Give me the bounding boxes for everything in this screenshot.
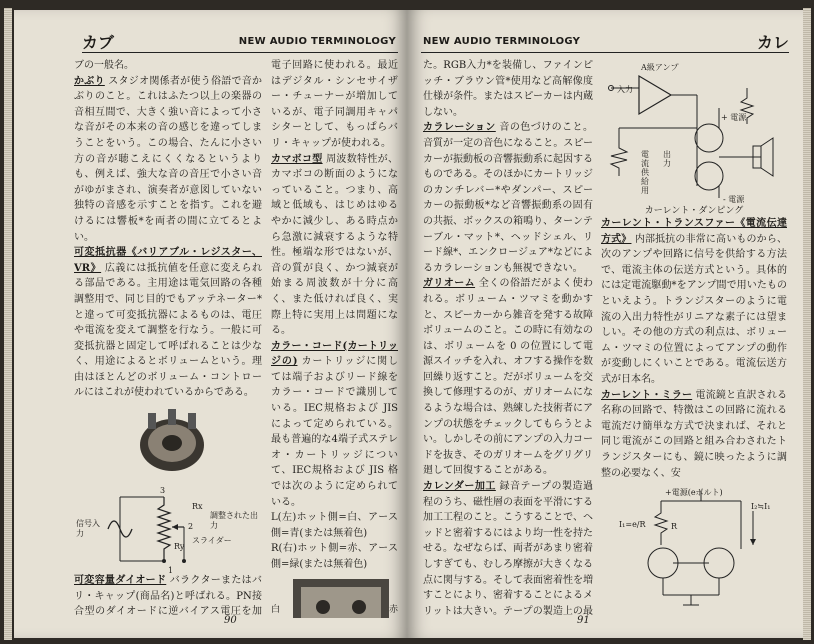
- def-gariohm: 全くの俗語だがよく使われる。ボリューム・ツマミを動かすと、スピーカーから雑音を発する故障ボリュームのこと。この時に有効なのは、ボリュームを 0 の位置にして電源スイッチを入れ、オフする操作を数回繰り返すこと。だがボリュームを交換して修理するのが、ガリオームになるような場合は、熟練した技術者にアンプの状態をチェックしてもらうとよい。しかしその前にアンプの入力コードを抜き、そのガリオームをグリグリ廻して回復することがある。: [423, 278, 593, 477]
- label-adjusted-output: 調整された出力: [210, 511, 258, 531]
- potentiometer-photo: [74, 407, 262, 477]
- header-kana: カブ: [82, 33, 115, 52]
- left-page-header: [82, 30, 398, 53]
- def-kamaboko: 周波数特性が、カマボコの断面のようになっていること。つまり、高域と低域も、はじめはゆるやかに減少し、ある時点から急激に減衰するような特性。極端な形ではないが、音の質が良く、かつ減衰が始まる周波数が十分に高く、また低ければ良く、実際上特に実用上は問題になる。: [271, 153, 398, 337]
- def-current-transfer: 内部抵抗の非常に高いものから、次のアンプや回路に信号を供給する方法で、電流主体の伝送方式という。具体的には定電流駆動*をアンプ間で用いたものといえよう。トランジスターのように電流の入出力特性がリニアな素子には望ましい。その他の方式の利点は、ボリューム・ツマミの位置によってアンプの動作が変動しにくいことである。電流伝送方式が日本名。: [601, 233, 787, 385]
- label-pin-3: 3: [160, 486, 166, 496]
- term-gariohm: ガリオーム: [423, 278, 476, 290]
- color-code-right: R(右)ホット側=赤、アース側=緑(または無着色): [271, 543, 398, 570]
- def-coloration: 音の色づけのこと。音質が一定の音色になること。スピーカーが振動板の音響振動系に起因するものである。そのほかにカートリッジのカンチレバー*やダンパー、スピーカーの振動板*など音響振動系の固有の共振、ボックスの箱鳴り、ターンテーブル・マット*、ヘッドシェル、リード線*、エンクロージュア*などによるカラレーションも無視できない。: [423, 122, 593, 274]
- right-page-edges: [803, 8, 811, 640]
- label-minus-supply: - 電源: [723, 195, 745, 204]
- label-red: 赤: [389, 604, 398, 615]
- label-plus-supply: + 電源: [721, 113, 747, 122]
- label-current-supply: 電流供給用: [641, 150, 649, 195]
- header-title: NEW AUDIO TERMINOLOGY: [238, 36, 396, 47]
- label-rx: Rx: [192, 502, 203, 512]
- label-r: R: [671, 522, 678, 532]
- label-output: 出力: [663, 150, 671, 168]
- intro-text: ブの一般名。: [74, 60, 134, 71]
- term-varicap: 可変容量ダイオード: [74, 575, 167, 587]
- current-dumping-circuit-icon: [601, 58, 787, 204]
- left-page-edges: [4, 8, 12, 640]
- def-kaburi: スタジオ関係者が使う俗語で音かぶりのこと。これはふたつ以上の楽器の音相互間で、大きく強い音によって小さな音がその本来の音の感じを違ってしまうことをいう。この場合、たんに小さい方の音が聴こえにくくなるというよりも、例えば、強大な音の音圧で小さい音がゆがまされ、演奏者が意図していない独特の音感を示すことを指す。これを避けるには響板*を両者の間に立てるとよい。: [74, 75, 262, 243]
- term-current-mirror: カーレント・ミラー: [601, 389, 693, 401]
- current-mirror-diagram: [601, 485, 787, 615]
- label-pin-2: 2: [188, 522, 194, 532]
- right-col-1: [423, 58, 593, 618]
- def-variable-resistor: 広義には抵抗値を任意に変えられる部品である。主用途は電気回路の各種調整用で、同じ目的でもアッテネーター*と違って可変抵抗器によるものは、電圧や電流を変えて調整を行なう。一般に可変抵抗器と固定して呼ばれることは少なく、用途によるとボリュームという。理由はほとんどのボリューム・コントロールにはこれが使われているからである。: [74, 262, 262, 399]
- potentiometer-icon: [74, 407, 262, 477]
- right-col-2: [601, 58, 787, 618]
- label-mirror-supply: +電源(eボルト): [665, 488, 723, 498]
- def-varicap: バラクターまたはバリ・キャップ(商品名)と呼ばれる。PN接合型のダイオードに逆バイアス電圧を加: [74, 575, 262, 618]
- label-slider: スライダー: [192, 536, 232, 546]
- label-ry: Ry: [174, 542, 185, 552]
- left-col-1: [74, 58, 262, 618]
- cartridge-icon: [271, 577, 398, 618]
- label-pin-1: 1: [168, 566, 174, 576]
- label-i1: I₁=e/R: [619, 520, 646, 530]
- current-dumping-diagram: [601, 58, 787, 216]
- right-page-header: [421, 30, 789, 53]
- diagram-caption: カーレント・ダンピング: [644, 206, 744, 216]
- def-color-code: カートリッジに関しては端子およびリード線をカラー・コードで識別している。IEC規格および JIS によって定められている。最も普遍的な4端子式ステレオ・カートリッジについて、IEC規格および JIS 格では次のように定められている。: [271, 356, 398, 508]
- label-class-a-amp: A級アンプ: [641, 63, 679, 72]
- term-kamaboko: カマボコ型: [271, 153, 323, 165]
- cartridge-photo: [271, 577, 398, 618]
- left-page: [14, 10, 407, 638]
- right-page: [407, 10, 803, 638]
- header-title-right: NEW AUDIO TERMINOLOGY: [423, 36, 581, 47]
- page-number-right: 91: [577, 615, 590, 626]
- page-number-left: 90: [224, 615, 237, 626]
- rgb-continued: た。RGB入力*を装備し、ファインピッチ・ブラウン管*使用など高解像度仕様が条件。またはスピーカーは内蔵しない。: [423, 60, 593, 118]
- header-kana-right: カレ: [756, 33, 789, 52]
- label-i2: I₂≒I₁: [751, 502, 771, 512]
- term-calender: カレンダー加工: [423, 481, 496, 493]
- left-col-2: [271, 58, 398, 618]
- label-input: 入力: [617, 85, 633, 94]
- def-current-mirror: 電流鏡と直訳される名称の回路で、特徴はこの回路に流れる電流だけ簡単な方式で決まれば、それと同じ電流がこの回路と組み合わされたトランジスターにも、鏡に映ったように調整の必要なく、安: [601, 389, 787, 479]
- term-variable-resistor: 可変抵抗器《バリアブル・レジスター、VR》: [74, 247, 262, 274]
- term-kaburi: かぶり: [74, 75, 105, 87]
- col2-continued: 電子回路に使われる。最近はデジタル・シンセサイザー・チューナーが増加しているが、電子同調用キャパシターとして、もっぱらバリ・キャップが使われる。: [271, 60, 398, 149]
- term-color-code: カラー・コード(カートリッジの): [271, 340, 398, 368]
- label-white: 白: [271, 604, 281, 615]
- term-coloration: カラレーション: [423, 122, 496, 134]
- term-current-transfer: カーレント・トランスファー《電流伝達方式》: [601, 218, 787, 245]
- potentiometer-diagram: [74, 477, 262, 576]
- color-code-left: L(左)ホット側=白、アース側=青(または無着色): [271, 512, 398, 539]
- def-calender: 録音テープの製造過程のうち、磁性層の表面を平滑にする加工工程のこと。こうすることで、ヘッドと密着するにはより均一性を持たせる。なぜならば、両者があまり密着しすぎても、むしろ摩擦が大きくなる点に関与する。そして表面密着性を増すことにより、密着することによるメリットは大きい。テープの製造上の最: [423, 481, 593, 617]
- label-signal-input: 信号入力: [76, 519, 100, 539]
